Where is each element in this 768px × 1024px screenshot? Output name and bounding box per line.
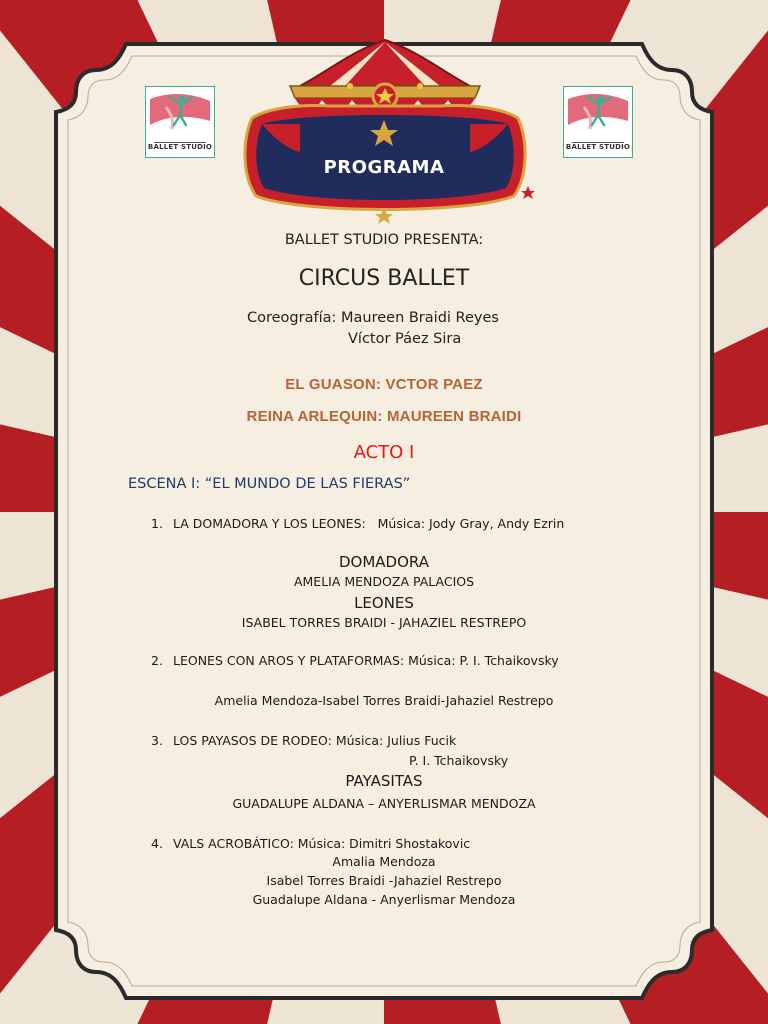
ballerina-icon [564,87,632,137]
item-4-name-2: Isabel Torres Braidi -Jahaziel Restrepo [266,873,502,888]
names-payasitas: GUADALUPE ALDANA – ANYERLISMAR MENDOZA [232,796,536,811]
role-domadora: DOMADORA [339,553,429,571]
names-leones: ISABEL TORRES BRAIDI - JAHAZIEL RESTREPO [241,615,527,630]
presents-line: BALLET STUDIO PRESENTA: [284,232,484,248]
item-3-continuation: P. I. Tchaikovsky [409,753,509,768]
act-title: ACTO I [353,442,415,463]
item-4-name-3: Guadalupe Aldana - Anyerlismar Mendoza [252,892,516,907]
name-domadora: AMELIA MENDOZA PALACIOS [293,574,475,589]
ballerina-icon [146,87,214,137]
item-2-number: 2. [151,653,163,668]
scene-title: ESCENA I: “EL MUNDO DE LAS FIERAS” [128,476,411,492]
choreography-line-2: Víctor Páez Sira [348,331,462,347]
role-payasitas: PAYASITAS [345,772,423,790]
item-3-text: LOS PAYASOS DE RODEO: Música: Julius Fucik [173,733,457,748]
role-leones: LEONES [354,594,414,612]
item-3-number: 3. [151,733,163,748]
item-4-text: VALS ACROBÁTICO: Música: Dimitri Shostakovic [173,836,471,851]
item-1-number: 1. [151,516,163,531]
item-4-name-1: Amalia Mendoza [332,854,436,869]
item-1-text: LA DOMADORA Y LOS LEONES: Música: Jody Gray, Andy Ezrin [173,516,565,531]
names-item-2: Amelia Mendoza-Isabel Torres Braidi-Jahaziel Restrepo [214,693,554,708]
ballet-studio-logo-right [563,86,633,158]
logo-text: BALLET STUDIO [565,143,631,151]
program-banner-label: PROGRAMA [323,157,445,178]
choreography-line-1: Coreografía: Maureen Braidi Reyes [247,310,499,326]
item-4-number: 4. [151,836,163,851]
cast-reina: REINA ARLEQUIN: MAUREEN BRAIDI [246,408,522,425]
show-title: CIRCUS BALLET [298,266,470,291]
cast-guason: EL GUASON: VCTOR PAEZ [285,376,483,393]
item-2-text: LEONES CON AROS Y PLATAFORMAS: Música: P. I. Tchaikovsky [173,653,559,668]
ballet-studio-logo-left [145,86,215,158]
logo-text: BALLET STUDIO [147,143,213,151]
